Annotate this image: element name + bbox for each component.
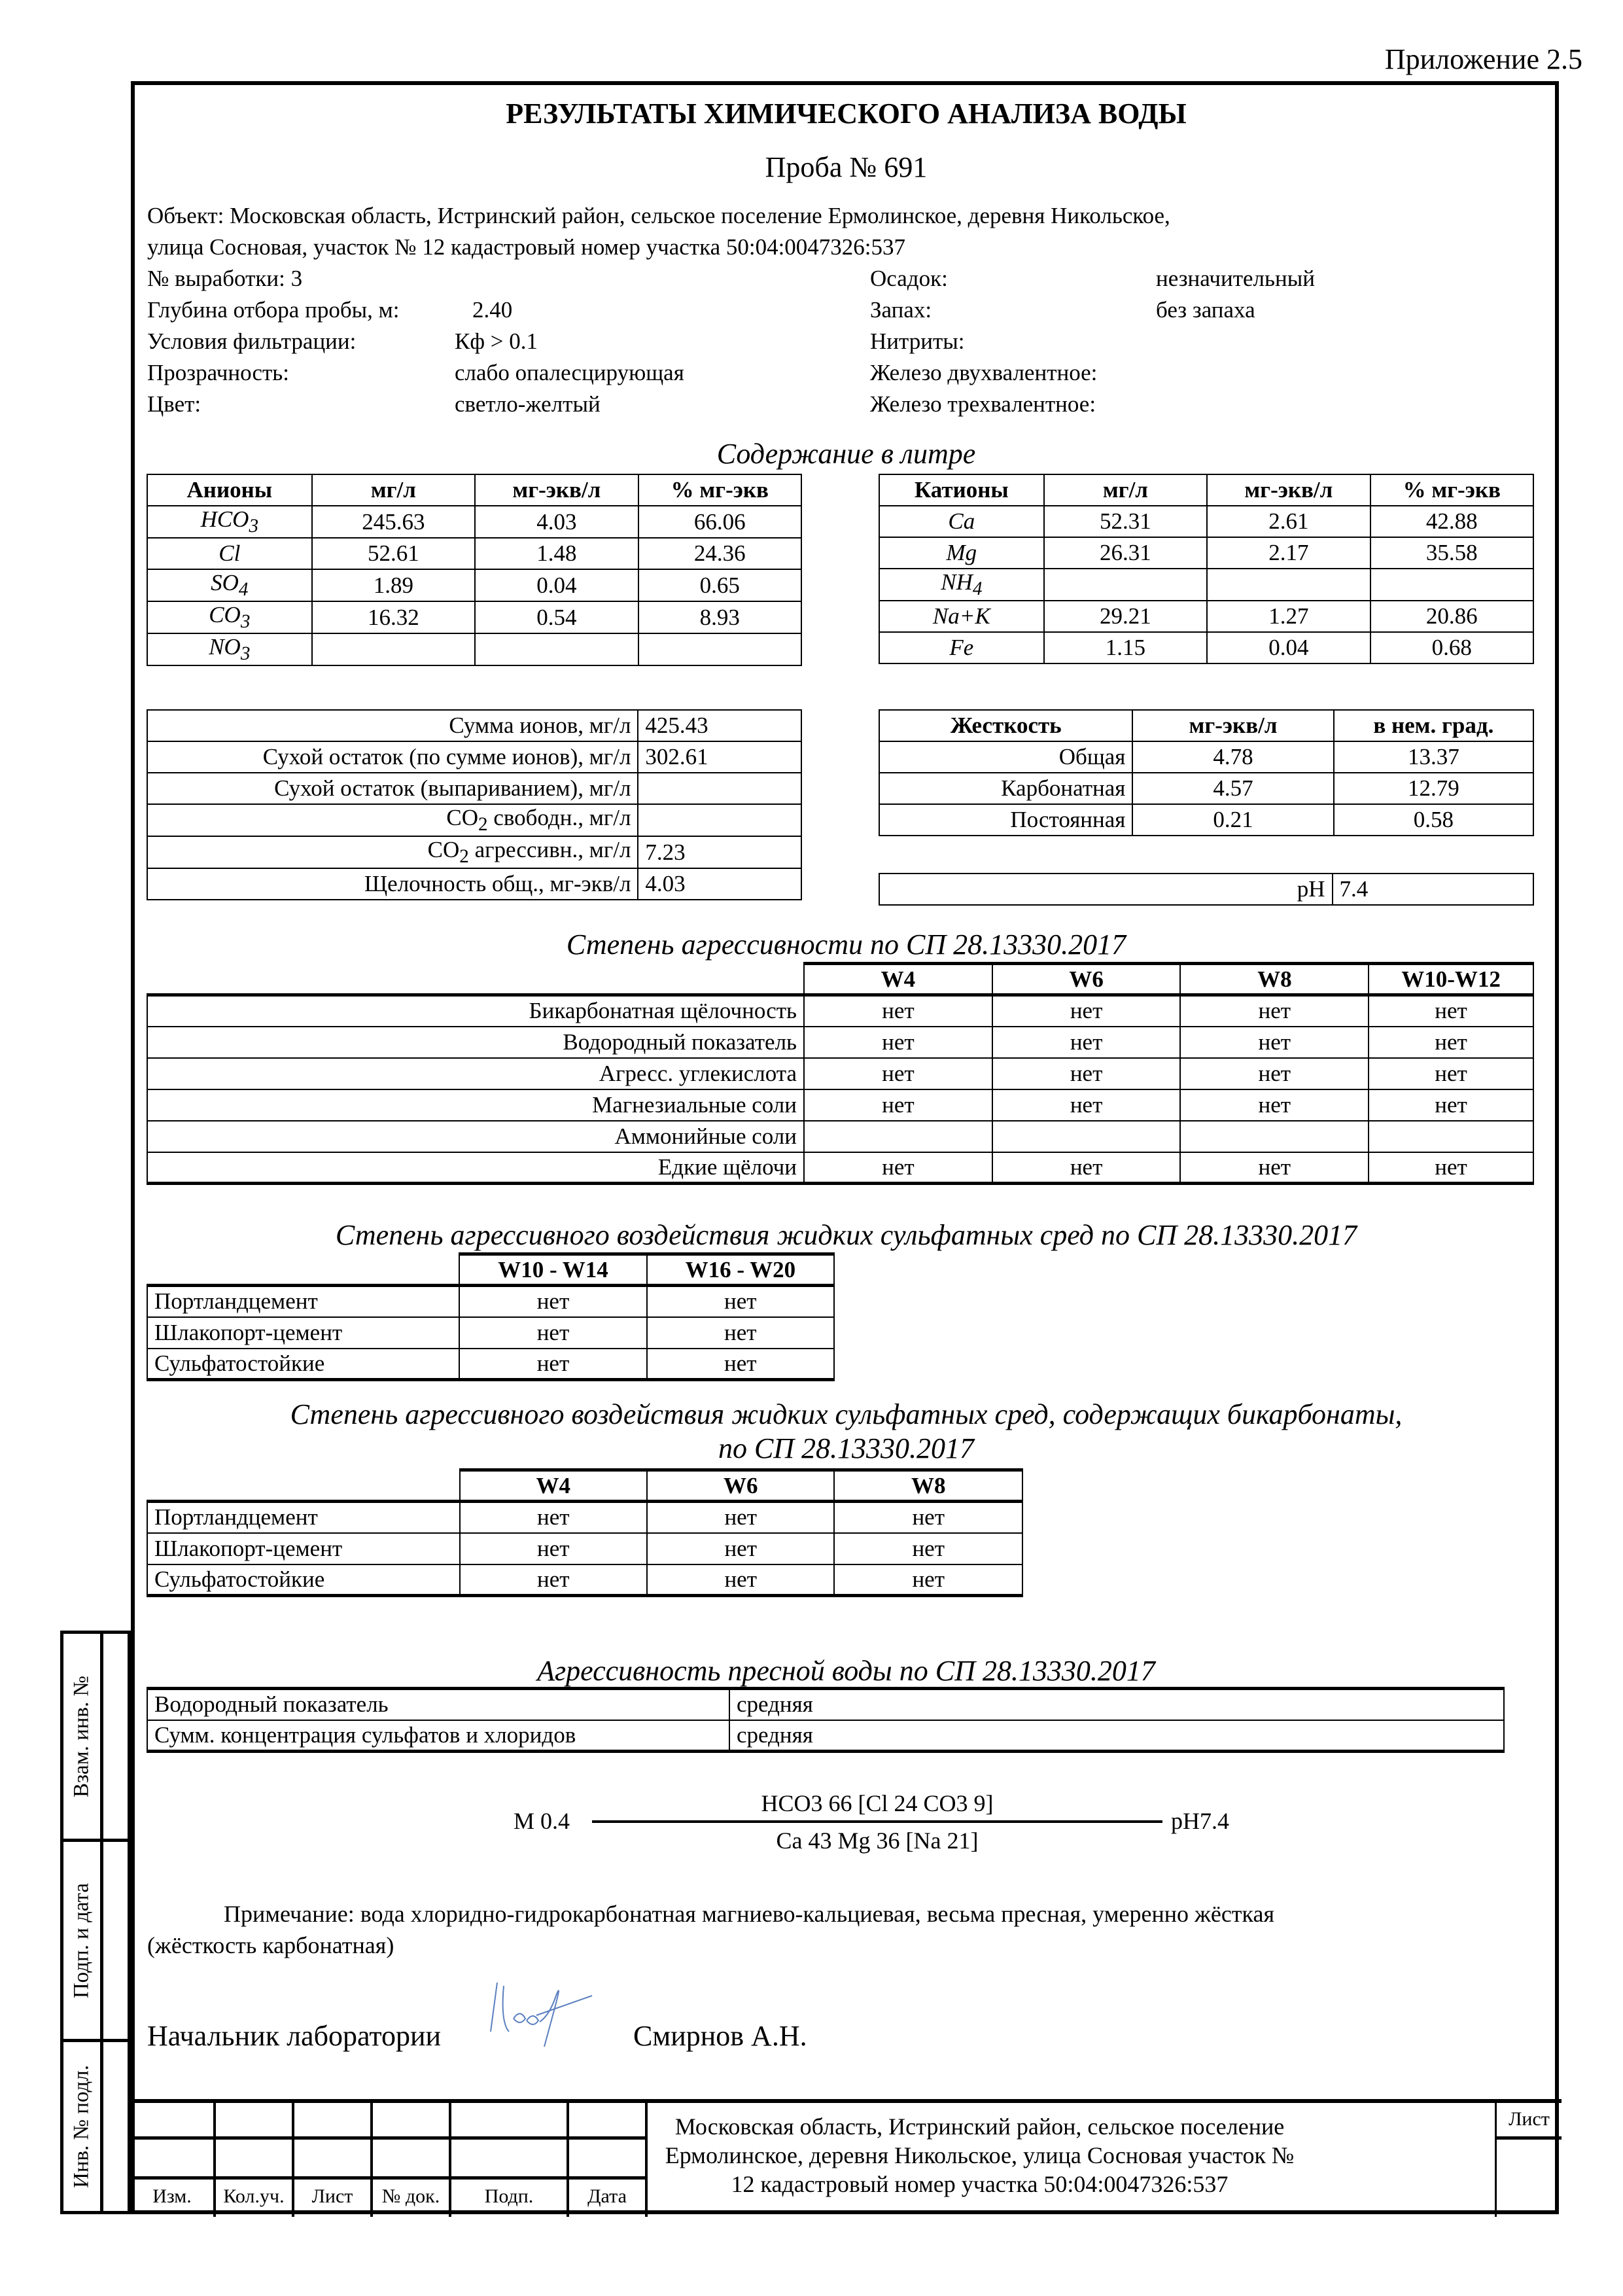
stamp-col-label: Подп. [484, 2185, 534, 2207]
stamp-address-line: Московская область, Истринский район, сельское поселение [674, 2113, 1285, 2140]
cations-table [879, 474, 1534, 664]
aggr2-row [147, 1349, 834, 1380]
info-label: № выработки: 3 [147, 266, 303, 291]
hardness-row [879, 773, 1533, 804]
pct-meq: 0.68 [1370, 632, 1533, 663]
anions-header: мг-экв/л [475, 474, 638, 506]
fresh-value: средняя [729, 1720, 1504, 1752]
aggr3-row [147, 1533, 1022, 1564]
hardness-deg: 0.58 [1334, 804, 1533, 836]
aggr3-value: нет [460, 1502, 647, 1533]
hardness-deg: 12.79 [1334, 773, 1533, 804]
info-label: Прозрачность: [147, 360, 289, 385]
ph-value: 7.4 [1333, 874, 1533, 905]
pct-meq: 20.86 [1370, 601, 1533, 632]
aggr3-header: W8 [834, 1470, 1022, 1502]
aggr2-header: W16 - W20 [647, 1254, 834, 1286]
mg-per-l: 1.89 [312, 569, 476, 601]
aggr3-label: Портландцемент [147, 1502, 460, 1533]
aggr1-row [147, 1058, 1533, 1089]
meq-per-l: 1.48 [475, 538, 638, 569]
stamp-col-label: Лист [311, 2185, 353, 2207]
pct-meq: 66.06 [638, 506, 801, 538]
hardness-meq: 4.78 [1132, 741, 1333, 773]
ion-subscript: 4 [972, 578, 983, 599]
hardness-header: мг-экв/л [1132, 710, 1333, 741]
aggr3-title-line2: по СП 28.13330.2017 [718, 1432, 975, 1464]
meq-per-l [1207, 569, 1370, 601]
cations-header: мг/л [1044, 474, 1207, 506]
strip-cell-vzam [63, 1634, 103, 1842]
aggr3-label: Шлакопорт-цемент [147, 1533, 460, 1564]
ion-name: $SO_4$ [147, 569, 312, 601]
info-value: 2.40 [472, 297, 513, 323]
ion-subscript: 3 [249, 516, 259, 537]
info-label: Железо двухвалентное: [870, 360, 1098, 385]
aggr1-value: нет [804, 1058, 992, 1089]
fresh-value: средняя [729, 1689, 1504, 1720]
cation-row [879, 506, 1533, 537]
hardness-header: в нем. град. [1334, 710, 1533, 741]
stamp-col-label: Дата [587, 2185, 627, 2207]
info-label: Условия фильтрации: [147, 328, 357, 354]
aggr3-value: нет [460, 1533, 647, 1564]
meq-per-l [475, 633, 638, 665]
aggr3-title-line1: Степень агрессивного воздействия жидких сульфатных сред, содержащих бикарбонаты, [290, 1398, 1403, 1430]
aggr1-row [147, 1152, 1533, 1184]
label-subscript: 2 [459, 846, 469, 867]
ph-table [879, 873, 1534, 906]
hardness-deg: 13.37 [1334, 741, 1533, 773]
summary-label: $CO_2$ агрессивн., мг/л [147, 836, 638, 868]
aggr3-value: нет [647, 1533, 834, 1564]
title-block-stamp [131, 2099, 1562, 2217]
aggr1-header: W10-W12 [1369, 964, 1533, 995]
info-value: слабо опалесцирующая [455, 360, 684, 385]
aggr3-value: нет [834, 1533, 1022, 1564]
summary-value: 302.61 [638, 741, 801, 773]
summary-row [147, 868, 801, 900]
mg-per-l: 16.32 [312, 601, 476, 633]
meq-per-l: 2.61 [1207, 506, 1370, 537]
note-line-1: Примечание: вода хлоридно-гидрокарбонатная магниево-кальциевая, весьма пресная, умеренно жёсткая [224, 1901, 1275, 1927]
content-section-title: Содержание в литре [716, 438, 976, 470]
ion-name: Mg [879, 537, 1044, 569]
aggr1-value: нет [992, 1089, 1181, 1121]
document-title: РЕЗУЛЬТАТЫ ХИМИЧЕСКОГО АНАЛИЗА ВОДЫ [506, 97, 1187, 130]
pct-meq [1370, 569, 1533, 601]
aggr1-value: нет [804, 995, 992, 1027]
hardness-meq: 4.57 [1132, 773, 1333, 804]
aggr2-row [147, 1317, 834, 1349]
aggr1-value: нет [1369, 1027, 1533, 1058]
summary-value: 7.23 [638, 836, 801, 868]
aggr2-value: нет [459, 1349, 646, 1380]
aggr3-table [147, 1468, 1023, 1597]
aggr1-value [1180, 1121, 1369, 1152]
ion-subscript: 4 [238, 579, 249, 600]
summary-label: $CO_2$ свободн., мг/л [147, 804, 638, 836]
meq-per-l: 2.17 [1207, 537, 1370, 569]
aggr3-value: нет [647, 1564, 834, 1596]
aggr2-label: Шлакопорт-цемент [147, 1317, 459, 1349]
meq-per-l: 1.27 [1207, 601, 1370, 632]
stamp-address [644, 2112, 1315, 2199]
summary-row [147, 741, 801, 773]
aggr3-row [147, 1564, 1022, 1596]
aggr3-value: нет [834, 1564, 1022, 1596]
label-subscript: 2 [478, 814, 488, 835]
aggr2-value: нет [647, 1317, 834, 1349]
fresh-row [147, 1689, 1504, 1720]
aggr2-value: нет [459, 1286, 646, 1317]
ion-name: Cl [147, 538, 312, 569]
hardness-meq: 0.21 [1132, 804, 1333, 836]
hardness-type: Общая [879, 741, 1132, 773]
probe-number: Проба № 691 [765, 151, 928, 183]
aggr1-label: Водородный показатель [147, 1027, 804, 1058]
ion-name: Ca [879, 506, 1044, 537]
anion-row [147, 538, 801, 569]
info-value: без запаха [1156, 297, 1255, 323]
mg-per-l: 26.31 [1044, 537, 1207, 569]
mg-per-l: 1.15 [1044, 632, 1207, 663]
aggr1-row [147, 1121, 1533, 1152]
stamp-sheet-label: Лист [1509, 2108, 1550, 2130]
aggr2-header: W10 - W14 [459, 1254, 646, 1286]
summary-table [147, 709, 802, 900]
summary-value: 4.03 [638, 868, 801, 900]
aggr1-value [1369, 1121, 1533, 1152]
aggr1-label: Едкие щёлочи [147, 1152, 804, 1184]
pct-meq: 24.36 [638, 538, 801, 569]
pct-meq: 35.58 [1370, 537, 1533, 569]
anions-header: Анионы [147, 474, 312, 506]
aggr2-value: нет [647, 1286, 834, 1317]
aggr1-label: Бикарбонатная щёлочность [147, 995, 804, 1027]
aggr3-value: нет [460, 1564, 647, 1596]
aggr1-value: нет [1369, 1089, 1533, 1121]
ph-label: pH [879, 874, 1333, 905]
note-line-2: (жёсткость карбонатная) [147, 1932, 394, 1958]
strip-cell-podp [63, 1842, 103, 2042]
appendix-label: Приложение 2.5 [1384, 43, 1582, 75]
cation-row [879, 601, 1533, 632]
summary-row [147, 710, 801, 741]
ion-name: $CO_3$ [147, 601, 312, 633]
info-value: незначительный [1156, 266, 1315, 291]
stamp-address-line: Ермолинское, деревня Никольское, улица Сосновая участок № [665, 2142, 1295, 2168]
summary-row [147, 836, 801, 868]
anions-header: % мг-экв [638, 474, 801, 506]
signature-name: Смирнов А.Н. [633, 2020, 807, 2052]
ion-name: Na+K [879, 601, 1044, 632]
mg-per-l: 29.21 [1044, 601, 1207, 632]
mg-per-l: 52.31 [1044, 506, 1207, 537]
mg-per-l: 245.63 [312, 506, 476, 538]
summary-label: Сухой остаток (выпариванием), мг/л [147, 773, 638, 804]
aggr3-value: нет [834, 1502, 1022, 1533]
info-label: Железо трехвалентное: [870, 391, 1096, 417]
aggr1-value: нет [1180, 1027, 1369, 1058]
mg-per-l: 52.61 [312, 538, 476, 569]
anion-row [147, 601, 801, 633]
aggr1-value: нет [1180, 1089, 1369, 1121]
aggr1-header: W4 [804, 964, 992, 995]
formula-ph: pH7.4 [1171, 1808, 1229, 1834]
aggr1-value: нет [992, 1058, 1181, 1089]
aggr1-value: нет [992, 1027, 1181, 1058]
stamp-col-label: № док. [381, 2185, 440, 2207]
fresh-row [147, 1720, 1504, 1752]
hardness-type: Постоянная [879, 804, 1132, 836]
aggr1-value: нет [1369, 995, 1533, 1027]
ion-name: $HCO_3$ [147, 506, 312, 538]
aggr1-value: нет [804, 1027, 992, 1058]
ion-name: $NH_4$ [879, 569, 1044, 601]
summary-value: 425.43 [638, 710, 801, 741]
strip-cell-inv [63, 2042, 103, 2211]
summary-label: Сухой остаток (по сумме ионов), мг/л [147, 741, 638, 773]
aggr1-value [992, 1121, 1181, 1152]
meq-per-l: 4.03 [475, 506, 638, 538]
aggr1-value: нет [992, 1152, 1181, 1184]
strip-label: Подп. и дата [69, 1882, 94, 1998]
aggr1-label: Агресс. углекислота [147, 1058, 804, 1089]
summary-label: Щелочность общ., мг-экв/л [147, 868, 638, 900]
summary-value [638, 804, 801, 836]
meq-per-l: 0.04 [475, 569, 638, 601]
stamp-col-label: Изм. [152, 2185, 192, 2207]
aggr2-label: Сульфатостойкие [147, 1349, 459, 1380]
anions-header: мг/л [312, 474, 476, 506]
cation-row [879, 632, 1533, 663]
fresh-label: Водородный показатель [147, 1689, 729, 1720]
ion-subscript: 3 [240, 643, 251, 664]
aggr1-value [804, 1121, 992, 1152]
ion-subscript: 3 [240, 611, 251, 632]
aggr3-row [147, 1502, 1022, 1533]
info-value: Кф > 0.1 [455, 328, 538, 354]
anion-row [147, 633, 801, 665]
info-label: Глубина отбора пробы, м: [147, 297, 400, 323]
aggr1-label: Магнезиальные соли [147, 1089, 804, 1121]
mg-per-l [1044, 569, 1207, 601]
aggr3-value: нет [647, 1502, 834, 1533]
pct-meq: 42.88 [1370, 506, 1533, 537]
aggr2-value: нет [459, 1317, 646, 1349]
meq-per-l: 0.04 [1207, 632, 1370, 663]
anion-row [147, 569, 801, 601]
info-label: Запах: [870, 297, 932, 323]
info-value: светло-желтый [455, 391, 601, 417]
mg-per-l [312, 633, 476, 665]
hardness-row [879, 804, 1533, 836]
object-line-1: Объект: Московская область, Истринский район, сельское поселение Ермолинское, деревня Никольское, [147, 203, 1170, 228]
aggr1-title: Степень агрессивности по СП 28.13330.2017 [566, 928, 1126, 961]
pct-meq [638, 633, 801, 665]
summary-row [147, 804, 801, 836]
side-stamp-strip [60, 1631, 131, 2214]
aggr1-value: нет [1180, 1058, 1369, 1089]
aggr2-label: Портландцемент [147, 1286, 459, 1317]
hardness-header: Жесткость [879, 710, 1132, 741]
cation-row [879, 569, 1533, 601]
aggr1-row [147, 1027, 1533, 1058]
formula-mineralization: M 0.4 [514, 1808, 570, 1834]
fresh-label: Сумм. концентрация сульфатов и хлоридов [147, 1720, 729, 1752]
aggr1-row [147, 1089, 1533, 1121]
aggr1-value: нет [1180, 1152, 1369, 1184]
cations-header: % мг-экв [1370, 474, 1533, 506]
formula-denominator: Ca 43 Mg 36 [Na 21] [776, 1828, 979, 1854]
aggr1-header: W8 [1180, 964, 1369, 995]
aggr2-table [147, 1252, 835, 1381]
pct-meq: 8.93 [638, 601, 801, 633]
stamp-col-label: Кол.уч. [223, 2185, 285, 2207]
hardness-row [879, 741, 1533, 773]
aggr1-label: Аммонийные соли [147, 1121, 804, 1152]
aggr3-header: W4 [460, 1470, 647, 1502]
aggr2-row [147, 1286, 834, 1317]
aggr2-value: нет [647, 1349, 834, 1380]
summary-row [147, 773, 801, 804]
aggr1-value: нет [992, 995, 1181, 1027]
aggr1-table [147, 962, 1534, 1185]
ion-name: $NO_3$ [147, 633, 312, 665]
ion-name: Fe [879, 632, 1044, 663]
anion-row [147, 506, 801, 538]
aggr1-row [147, 995, 1533, 1027]
strip-label: Инв. № подл. [69, 2064, 94, 2189]
meq-per-l: 0.54 [475, 601, 638, 633]
cation-row [879, 537, 1533, 569]
aggr1-value: нет [1369, 1058, 1533, 1089]
anions-table [147, 474, 802, 666]
summary-value [638, 773, 801, 804]
fresh-title: Агрессивность пресной воды по СП 28.13330.2017 [537, 1655, 1155, 1687]
strip-label: Взам. инв. № [69, 1675, 94, 1797]
formula-numerator: HCO3 66 [Cl 24 CO3 9] [761, 1790, 994, 1816]
aggr1-value: нет [804, 1152, 992, 1184]
cations-header: мг-экв/л [1207, 474, 1370, 506]
formula-fraction-line [592, 1820, 1162, 1823]
summary-label: Сумма ионов, мг/л [147, 710, 638, 741]
fresh-table [147, 1687, 1505, 1753]
aggr3-label: Сульфатостойкие [147, 1564, 460, 1596]
cations-header: Катионы [879, 474, 1044, 506]
aggr1-value: нет [804, 1089, 992, 1121]
signature-mark [484, 1969, 602, 2048]
aggr3-header: W6 [647, 1470, 834, 1502]
object-line-2: улица Сосновая, участок № 12 кадастровый номер участка 50:04:0047326:537 [147, 234, 906, 260]
stamp-address-line: 12 кадастровый номер участка 50:04:0047326:537 [731, 2171, 1229, 2197]
hardness-table [879, 709, 1534, 836]
hardness-type: Карбонатная [879, 773, 1132, 804]
aggr1-value: нет [1180, 995, 1369, 1027]
pct-meq: 0.65 [638, 569, 801, 601]
aggr1-value: нет [1369, 1152, 1533, 1184]
info-label: Нитриты: [870, 328, 965, 354]
signature-position: Начальник лаборатории [147, 2020, 442, 2052]
info-label: Цвет: [147, 391, 201, 417]
aggr1-header: W6 [992, 964, 1181, 995]
aggr2-title: Степень агрессивного воздействия жидких сульфатных сред по СП 28.13330.2017 [335, 1219, 1357, 1251]
info-label: Осадок: [870, 266, 948, 291]
